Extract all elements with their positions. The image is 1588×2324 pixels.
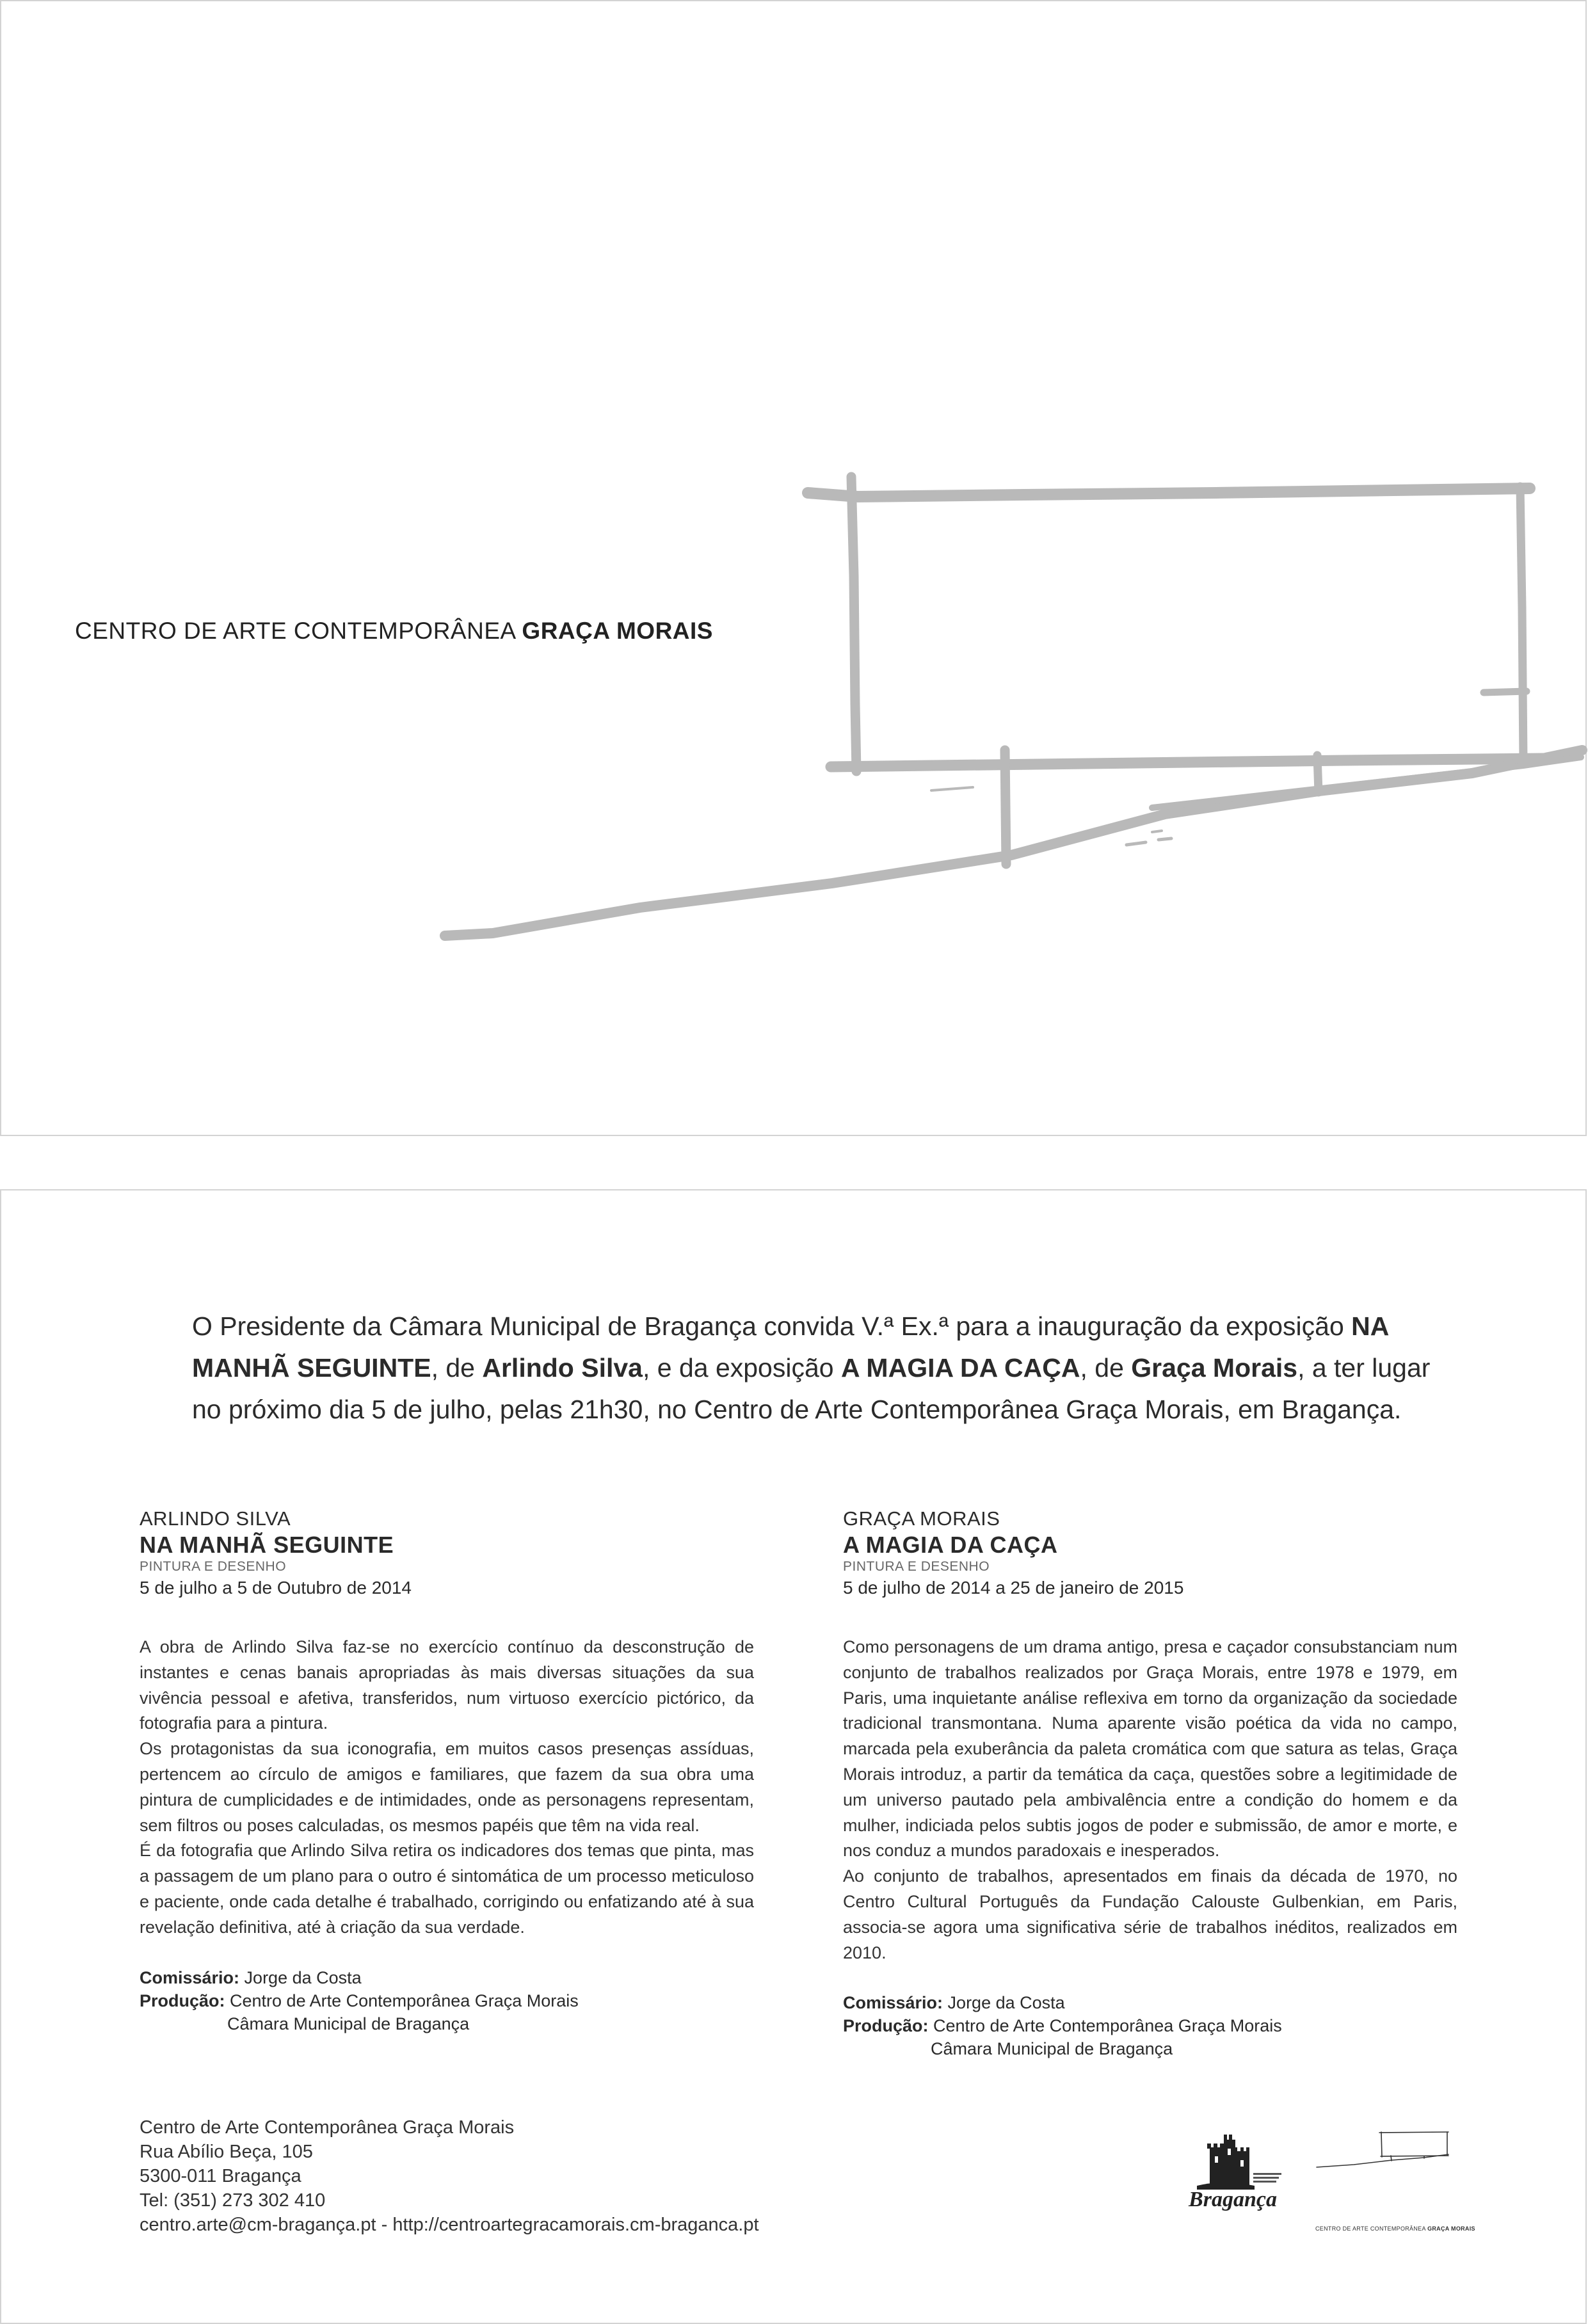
building-sketch-illustration <box>0 0 1588 1139</box>
cover-title-bold: GRAÇA MORAIS <box>522 618 713 644</box>
contact-postal: 5300-011 Bragança <box>140 2166 301 2186</box>
cover-title-prefix: CENTRO DE ARTE CONTEMPORÂNEA <box>75 618 522 644</box>
cacgm-caption-bold: GRAÇA MORAIS <box>1427 2225 1475 2232</box>
cacgm-logo-caption <box>1315 2225 1475 2232</box>
artist-name: ARLINDO SILVA <box>140 1507 291 1530</box>
curator-label: Comissário: <box>140 1967 240 1987</box>
exhibition-column-left <box>140 1506 754 2035</box>
cacgm-caption-prefix: CENTRO DE ARTE CONTEMPORÂNEA <box>1315 2225 1428 2232</box>
description-paragraph: É da fotografia que Arlindo Silva retira os indicadores dos temas que pinta, mas a passagem de um plano para o outro é sintomática de um processo meticuloso e paciente, onde cada detalhe é trabalhado, corrigindo ou enfatizando até à sua revelação definitiva, até à criação da sua verdade. <box>140 1841 754 1937</box>
intro-text: , a ter lugar no próximo dia 5 de julho, pelas 21h30, no Centro de Arte Contemporânea Graça Morais, em Bragança. <box>192 1353 1431 1424</box>
credits <box>843 1991 1457 2060</box>
exhibition-dates: 5 de julho a 5 de Outubro de 2014 <box>140 1578 412 1598</box>
contact-name: Centro de Arte Contemporânea Graça Morais <box>140 2117 515 2138</box>
curator-label: Comissário: <box>843 1993 943 2013</box>
description-paragraph: A obra de Arlindo Silva faz-se no exercício contínuo da desconstrução de instantes e cenas banais apropriadas às mais diversas situações da sua vivência pessoal e afetiva, transferidos, num virtuoso exercício pictórico, da fotografia para a pintura. <box>140 1637 754 1733</box>
intro-exhibition-1: NA MANHÃ SEGUINTE <box>192 1311 1388 1382</box>
production-line <box>140 1989 754 2012</box>
intro-text: O Presidente da Câmara Municipal de Bragança convida V.ª Ex.ª para a inauguração da exposição <box>192 1311 1344 1341</box>
intro-text: , e da exposição <box>642 1353 841 1382</box>
production-name: Centro de Arte Contemporânea Graça Morais <box>928 2016 1282 2036</box>
credits <box>140 1966 754 2035</box>
production-label: Produção: <box>843 2016 929 2036</box>
intro-text: , de <box>431 1353 483 1382</box>
technique-label: PINTURA E DESENHO <box>843 1559 990 1574</box>
intro-artist-2: Graça Morais <box>1131 1353 1298 1382</box>
production-line-2: Câmara Municipal de Bragança <box>931 2039 1173 2059</box>
braganca-wordmark: Bragança <box>1189 2188 1277 2211</box>
curator-name: Jorge da Costa <box>239 1967 362 1987</box>
technique-label: PINTURA E DESENHO <box>140 1559 287 1574</box>
production-name: Centro de Arte Contemporânea Graça Morais <box>225 1991 579 2010</box>
exhibition-column-right <box>843 1506 1457 2060</box>
description-paragraph: Como personagens de um drama antigo, presa e caçador consubstanciam num conjunto de trabalhos realizados por Graça Morais, entre 1978 e 1979, em Paris, uma inquietante análise reflexiva em torno da organização da sociedade tradicional transmontana. Numa aparente visão poética da vida no campo, marcada pela exuberância da paleta cromática com que satura as telas, Graça Morais introduz, a partir da temática da caça, questões sobre a legitimidade de um universo pautado pela ambivalência entre a condição do homem e da mulher, indiciada pelos subtis jogos de poder e submissão, de amor e morte, e nos conduz a mundos paradoxais e inesperados. <box>843 1637 1457 1861</box>
intro-artist-1: Arlindo Silva <box>482 1353 643 1382</box>
curator-line <box>140 1966 754 1989</box>
contact-phone: Tel: (351) 273 302 410 <box>140 2190 326 2211</box>
cover-title <box>75 618 713 645</box>
intro-text: , de <box>1080 1353 1132 1382</box>
exhibition-title: A MAGIA DA CAÇA <box>843 1532 1058 1558</box>
exhibition-description <box>140 1635 754 1941</box>
description-paragraph: Ao conjunto de trabalhos, apresentados em finais da década de 1970, no Centro Cultural Português da Fundação Calouste Gulbenkian, em Paris, associa-se agora uma significativa série de trabalhos inéditos, realizados em 2010. <box>843 1866 1457 1962</box>
exhibition-title: NA MANHÃ SEGUINTE <box>140 1532 394 1558</box>
artist-name: GRAÇA MORAIS <box>843 1507 1000 1530</box>
production-line-2: Câmara Municipal de Bragança <box>227 2014 470 2033</box>
exhibition-dates: 5 de julho de 2014 a 25 de janeiro de 2015 <box>843 1578 1184 1598</box>
contact-street: Rua Abílio Beça, 105 <box>140 2142 313 2162</box>
contact-info <box>140 2115 759 2237</box>
curator-line <box>843 1991 1457 2014</box>
invitation-text <box>192 1306 1440 1430</box>
production-line <box>843 2014 1457 2037</box>
description-paragraph: Os protagonistas da sua iconografia, em muitos casos presenças assíduas, pertencem ao círculo de amigos e familiares, que fazem da sua obra uma pintura de cumplicidades e de intimidades, onde as personagens representam, sem filtros ou poses calculadas, os mesmos papéis que têm na vida real. <box>140 1739 754 1835</box>
contact-web[interactable]: centro.arte@cm-bragança.pt - http://centroartegracamorais.cm-braganca.pt <box>140 2215 759 2235</box>
curator-name: Jorge da Costa <box>943 1993 1065 2013</box>
production-label: Produção: <box>140 1991 225 2010</box>
intro-exhibition-2: A MAGIA DA CAÇA <box>840 1353 1080 1382</box>
cacgm-logo-icon <box>1315 2130 1450 2168</box>
exhibition-description <box>843 1635 1457 1966</box>
